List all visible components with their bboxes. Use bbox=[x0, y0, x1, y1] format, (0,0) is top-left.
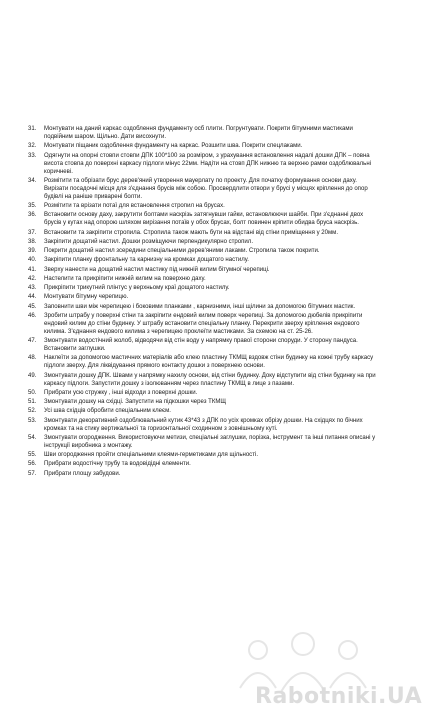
list-item bbox=[28, 451, 380, 459]
item-text: Монтувати бітумну черепицю. bbox=[44, 294, 129, 301]
item-text: Зверху нанести на дощатий настил мастику під нижній килим бітумної черепиці. bbox=[44, 266, 270, 273]
watermark-text: Rabotniki.UA bbox=[255, 684, 422, 709]
item-number: 42. bbox=[28, 275, 37, 282]
item-text: Усі шва східців обробити спеціальним клеєм. bbox=[44, 408, 171, 415]
item-number: 39. bbox=[28, 248, 37, 255]
item-number: 47. bbox=[28, 338, 37, 345]
list-item bbox=[28, 275, 380, 283]
item-text: Встановити та закріпити стропила. Стропила також мають бути на відстані від стіни приміщення у 20мм. bbox=[44, 229, 339, 236]
item-text: Розмітити та обрізати брус дерев'яний утворення мауерлату по проекту. Для початку формування основи даху. Вирізати посадочні місця для з'єднання брусів між собою. Просвердлити отвори у брусі у місцях кріплення до опор будівлі на раніше приварені болти. bbox=[44, 177, 368, 200]
list-item bbox=[28, 398, 380, 406]
work-steps-list bbox=[28, 125, 380, 479]
item-number: 44. bbox=[28, 294, 37, 301]
list-item bbox=[28, 460, 380, 468]
item-number: 40. bbox=[28, 257, 37, 264]
item-text: Покрити дощатий настил зсередини спеціальними дерев'яними лаками. Стропила також покрити. bbox=[44, 248, 320, 255]
item-number: 32. bbox=[28, 143, 37, 150]
item-number: 41. bbox=[28, 266, 37, 273]
item-number: 56. bbox=[28, 461, 37, 468]
item-text: Змонтувати огородження. Використовуючи метизи, спеціальні заглушки, порізка, інструмент та інші питання описані у інструкції виробника з монтажу. bbox=[44, 434, 376, 449]
list-item bbox=[28, 470, 380, 478]
list-item bbox=[28, 312, 380, 336]
list-item bbox=[28, 247, 380, 255]
list-item bbox=[28, 266, 380, 274]
item-number: 49. bbox=[28, 372, 37, 379]
item-text: Закріпити планку фронтальну та карнизну на кромках дощатого настилу. bbox=[44, 257, 249, 264]
list-item bbox=[28, 142, 380, 150]
item-text: Розмітити та врізати потаї для встановлення стропил на брусах. bbox=[44, 203, 225, 210]
item-number: 51. bbox=[28, 399, 37, 406]
item-text: Зробити штрабу у поверхні стіни та закріпити ендовий килим поверх черепиці. За допомогою дюбелів прикріпити ендовий килим до стіни будинку. У штрабу встановити спеціальну планку. Перекрити зверху кріплення ендового килима. З'єднання ендового килима з черепицею проклеїти мастиками. За схемою на ст. 25-26. bbox=[44, 312, 363, 335]
list-item bbox=[28, 293, 380, 301]
list-item bbox=[28, 337, 380, 353]
list-item bbox=[28, 238, 380, 246]
item-text: Прибрати усю стружку , інші відходи з поверхні дошки. bbox=[44, 389, 198, 396]
item-number: 35. bbox=[28, 203, 37, 210]
list-item bbox=[28, 417, 380, 433]
item-number: 38. bbox=[28, 238, 37, 245]
item-text: Монтувати на даний каркас оздоблення фундаменту осб плити. Погрунтувати. Покрити бітумними мастиками подвійним шаром. Щільно. Дати висохнути. bbox=[44, 126, 353, 141]
item-number: 55. bbox=[28, 452, 37, 459]
item-text: Змонтувати водостічний жолоб, відводячи від стін воду у напрямку правої сторони споруди. У сторону пандуса. Встановити заглушки. bbox=[44, 338, 358, 353]
item-number: 48. bbox=[28, 355, 37, 362]
item-number: 33. bbox=[28, 152, 37, 159]
list-item bbox=[28, 152, 380, 176]
item-number: 57. bbox=[28, 470, 37, 477]
item-number: 31. bbox=[28, 126, 37, 132]
item-text: Прибрати водостічну трубу та водовідідні елементи. bbox=[44, 461, 191, 468]
item-text: Змонтувати дошку ДПК. Швами у напрямку нахилу основи, від стіни будинку. Доку відступити від стіни будинку на при каркасу підлоги. Запустити дошку з ізолюванням через пластину ТКМЩ в лице з пазами. bbox=[44, 372, 376, 387]
item-text: Монтувати піщаник оздоблення фундаменту на каркас. Розшити шва. Покрити спецлаками. bbox=[44, 143, 303, 150]
list-item bbox=[28, 389, 380, 397]
list-item bbox=[28, 177, 380, 201]
item-number: 34. bbox=[28, 177, 37, 184]
item-number: 37. bbox=[28, 229, 37, 236]
item-text: Одягнути на опорні стовпи стовпи ДПК 100*100 за розміром, з урахування встановлення надалі дошки ДПК – повна висота стовпа до поверхні каркасу підлоги мінус 22мм. Надіти на стовп ДПК нижню та верхню рамки оздоблювальні коричневі. bbox=[44, 152, 372, 175]
item-number: 52. bbox=[28, 408, 37, 415]
list-item bbox=[28, 256, 380, 264]
item-text: Встановити основу даху, закрутити болтами наскрізь затягнувши гайки, встановлюючи шайби. При з'єднанні двох брусів у кутах над опорою шляхом вирізання потаїв у обох брусах, болт повинен кріпити обидва бруса наскрізь. bbox=[44, 212, 364, 227]
list-item bbox=[28, 284, 380, 292]
item-text: Змонтувати декоративний оздоблювальний кутик 43*43 з ДПК по усіх кромках обрізу дошки. На східцях по бічних кромках та на стику вертикальної та горизонтальної сходинном з зовнішньому куті. bbox=[44, 417, 363, 432]
item-number: 36. bbox=[28, 212, 37, 219]
item-text: Змонтувати дошку на східці. Запустити на підкошки через ТКМЩ bbox=[44, 399, 227, 406]
item-number: 50. bbox=[28, 389, 37, 396]
list-item bbox=[28, 229, 380, 237]
list-item bbox=[28, 354, 380, 370]
item-text: Настелити та прикріпити нижній килим на поверхню даху. bbox=[44, 275, 206, 282]
item-number: 46. bbox=[28, 312, 37, 319]
item-number: 45. bbox=[28, 303, 37, 310]
list-item bbox=[28, 202, 380, 210]
item-number: 53. bbox=[28, 417, 37, 424]
list-item bbox=[28, 125, 380, 141]
item-text: Прибрати площу забудови. bbox=[44, 470, 121, 477]
list-item bbox=[28, 303, 380, 311]
item-text: Наклеїти за допомогою мастичних матеріалів або клею пластину ТКМЩ вздовж стіни будинку на кожні трубу каркасу підлоги зверху. Для ліквідування прямого контакту дошки з поверхнею основи. bbox=[44, 355, 374, 370]
item-text: Заповнити шви між черепицею і боковими планками , карнизними, інші щілини за допомогою бітумних мастик. bbox=[44, 303, 356, 310]
item-number: 54. bbox=[28, 434, 37, 441]
item-text: Прикріпити трикутний плінтус у верхньому краї дощатого настилу. bbox=[44, 285, 230, 292]
list-item bbox=[28, 434, 380, 450]
item-text: Закріпити дощатий настил. Дошки розміщуючи перпендикулярно стропил. bbox=[44, 238, 254, 245]
list-item bbox=[28, 211, 380, 227]
list-item bbox=[28, 407, 380, 415]
item-number: 43. bbox=[28, 285, 37, 292]
item-text: Шви огородження пройти спеціальними клеями-герметиками для щільності. bbox=[44, 452, 258, 459]
list-item bbox=[28, 372, 380, 388]
